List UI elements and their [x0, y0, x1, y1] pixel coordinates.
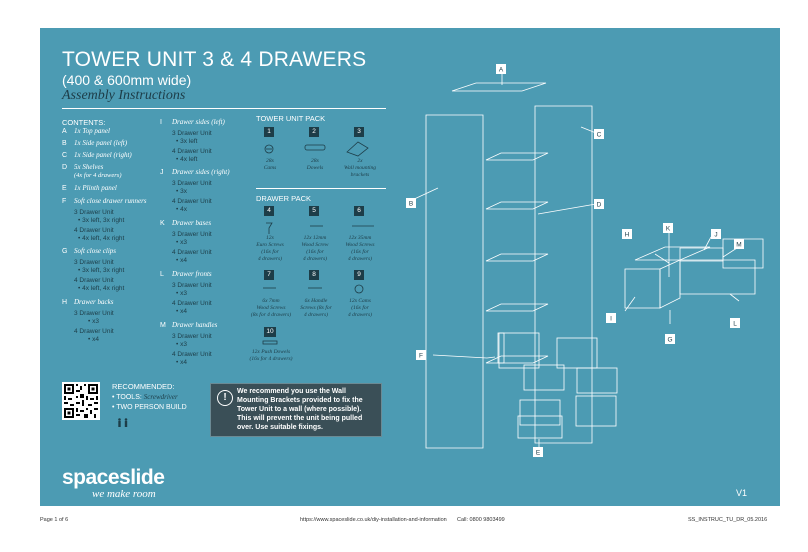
- drawer-front: [680, 260, 755, 294]
- callout-c: C: [596, 131, 602, 139]
- contents-item-h-sub: 4 Drawer Unit: [74, 328, 114, 335]
- part-caption-1: 28x Cams: [263, 158, 277, 171]
- part-number-6: 6: [354, 206, 364, 216]
- top-panel: [452, 83, 546, 91]
- callout-m: M: [736, 241, 742, 249]
- footer-page: Page 1 of 6: [40, 517, 69, 523]
- contents-item-d-note: (4x for 4 drawers): [74, 172, 122, 179]
- brand-tagline: we make room: [92, 488, 156, 500]
- recommended-title: RECOMMENDED:: [112, 382, 175, 391]
- contents-item-k-sub: 4 Drawer Unit: [172, 249, 212, 256]
- doc-type: Assembly Instructions: [62, 88, 186, 103]
- part-number-7: 7: [264, 270, 274, 280]
- footer-phone: Call: 0800 9803499: [457, 517, 505, 523]
- part-caption-3: 2x Wall mounting brackets: [343, 158, 377, 178]
- brand-logo: spaceslide: [62, 466, 165, 489]
- callout-d: D: [596, 201, 602, 209]
- callout-l: L: [733, 320, 737, 328]
- page-subtitle: (400 & 600mm wide): [62, 72, 192, 88]
- callout-k: K: [665, 225, 671, 233]
- part-number-8: 8: [309, 270, 319, 280]
- contents-item-m-sub: 3 Drawer Unit: [172, 333, 212, 340]
- shelf: [486, 153, 548, 160]
- contents-item-h: H Drawer backs: [62, 298, 114, 306]
- part-number-1: 1: [264, 127, 274, 137]
- footer-url[interactable]: https://www.spaceslide.co.uk/diy-installation-and-information: [300, 517, 447, 523]
- contents-item-i: I Drawer sides (left): [160, 118, 225, 126]
- contents-item-f: F Soft close drawer runners: [62, 197, 147, 205]
- warning-text: We recommend you use the Wall Mounting Brackets provided to fix the Tower Unit to a wall (where possible). This will prevent the unit being pulled over. Use suitable fixings.: [237, 388, 363, 431]
- contents-item-m-sub: • x3: [176, 341, 187, 348]
- contents-label: CONTENTS:: [62, 118, 106, 127]
- contents-item-i-sub: • 3x left: [176, 138, 198, 145]
- contents-item-i-sub: • 4x left: [176, 156, 198, 163]
- two-person-line: • TWO PERSON BUILD: [112, 404, 187, 411]
- contents-item-d: D 5x Shelves: [62, 163, 104, 171]
- euro-screw-icon: [266, 223, 272, 234]
- callout-f: F: [419, 352, 423, 360]
- contents-item-l-sub: • x4: [176, 308, 187, 315]
- part-number-3: 3: [354, 127, 364, 137]
- contents-item-f-sub: 4 Drawer Unit: [74, 227, 114, 234]
- callout-i: I: [610, 315, 612, 323]
- footer-ref: SS_INSTRUC_TU_DR_05.2016: [688, 517, 768, 523]
- contents-item-l: L Drawer fronts: [160, 270, 212, 278]
- shelf: [486, 304, 548, 311]
- contents-item-k: K Drawer bases: [160, 219, 212, 227]
- tower-pack-title: TOWER UNIT PACK: [256, 114, 326, 123]
- contents-item-i-sub: 3 Drawer Unit: [172, 130, 212, 137]
- contents-item-h-sub: • x4: [88, 336, 99, 343]
- part-number-2: 2: [309, 127, 319, 137]
- contents-item-m: M Drawer handles: [160, 321, 218, 329]
- contents-item-g-sub: 4 Drawer Unit: [74, 277, 114, 284]
- contents-item-g: G Soft close clips: [62, 247, 116, 255]
- callout-h: H: [624, 231, 630, 239]
- contents-item-c: C 1x Side panel (right): [62, 151, 132, 159]
- shelf: [486, 254, 548, 261]
- drawer-pack-title: DRAWER PACK: [256, 194, 312, 203]
- callout-e: E: [535, 449, 541, 457]
- shelf: [486, 202, 548, 209]
- bracket-icon: [347, 142, 368, 156]
- contents-item-l-sub: 4 Drawer Unit: [172, 300, 212, 307]
- part-caption-2: 28x Dowels: [306, 158, 324, 171]
- part-caption-10: 12x Push Dowels (16x for 4 drawers): [249, 349, 293, 362]
- contents-item-i-sub: 4 Drawer Unit: [172, 148, 212, 155]
- callout-b: B: [408, 200, 414, 208]
- contents-item-m-sub: • x4: [176, 359, 187, 366]
- contents-item-f-sub: 3 Drawer Unit: [74, 209, 114, 216]
- drawer-cam-icon: [355, 285, 363, 293]
- part-caption-4: 12x Euro Screws (16x for 4 drawers): [256, 235, 284, 262]
- side-panel-left: [426, 115, 483, 448]
- contents-item-g-sub: • 3x left, 3x right: [78, 267, 125, 274]
- contents-item-j-sub: • 3x: [176, 188, 187, 195]
- page-title: TOWER UNIT 3 & 4 DRAWERS: [62, 48, 367, 71]
- dowel-icon: [305, 145, 325, 150]
- contents-item-k-sub: • x4: [176, 257, 187, 264]
- contents-item-f-sub: • 4x left, 4x right: [78, 235, 125, 242]
- contents-item-k-sub: 3 Drawer Unit: [172, 231, 212, 238]
- push-dowel-icon: [263, 341, 277, 344]
- contents-item-l-sub: 3 Drawer Unit: [172, 282, 212, 289]
- contents-item-l-sub: • x3: [176, 290, 187, 297]
- contents-item-j: J Drawer sides (right): [160, 168, 230, 176]
- contents-item-h-sub: 3 Drawer Unit: [74, 310, 114, 317]
- callout-a: A: [498, 66, 504, 74]
- contents-item-b: B 1x Side panel (left): [62, 139, 128, 147]
- contents-item-g-sub: 3 Drawer Unit: [74, 259, 114, 266]
- part-caption-6: 12x 35mm Wood Screws (16x for 4 drawers): [345, 235, 375, 262]
- part-number-5: 5: [309, 206, 319, 216]
- callout-g: G: [667, 336, 673, 344]
- part-caption-8: 6x Handle Screws (8x for 4 drawers): [300, 298, 332, 318]
- contents-item-e: E 1x Plinth panel: [62, 184, 117, 192]
- callout-j: J: [714, 231, 718, 239]
- part-caption-9: 12x Cams (16x for 4 drawers): [348, 298, 372, 318]
- contents-item-f-sub: • 3x left, 3x right: [78, 217, 125, 224]
- contents-item-h-sub: • x3: [88, 318, 99, 325]
- part-number-9: 9: [354, 270, 364, 280]
- part-caption-5: 12x 12mm Wood Screw (16x for 4 drawers): [301, 235, 329, 262]
- tools-line: • TOOLS: Screwdriver: [112, 393, 178, 401]
- contents-item-j-sub: 3 Drawer Unit: [172, 180, 212, 187]
- contents-item-k-sub: • x3: [176, 239, 187, 246]
- instruction-sheet: [40, 28, 780, 506]
- contents-item-a: A 1x Top panel: [62, 127, 110, 135]
- side-panel-right: [535, 106, 592, 443]
- contents-item-g-sub: • 4x left, 4x right: [78, 285, 125, 292]
- part-caption-7: 6x 7mm Wood Screws (8x for 4 drawers): [250, 298, 292, 318]
- version-label: V1: [736, 488, 748, 498]
- exploded-diagram: [40, 28, 780, 506]
- contents-item-m-sub: 4 Drawer Unit: [172, 351, 212, 358]
- contents-item-j-sub: • 4x: [176, 206, 187, 213]
- warning-icon: !: [217, 390, 233, 406]
- contents-item-j-sub: 4 Drawer Unit: [172, 198, 212, 205]
- part-number-10: 10: [264, 327, 276, 337]
- drawer-side-left: [625, 269, 660, 308]
- part-number-4: 4: [264, 206, 274, 216]
